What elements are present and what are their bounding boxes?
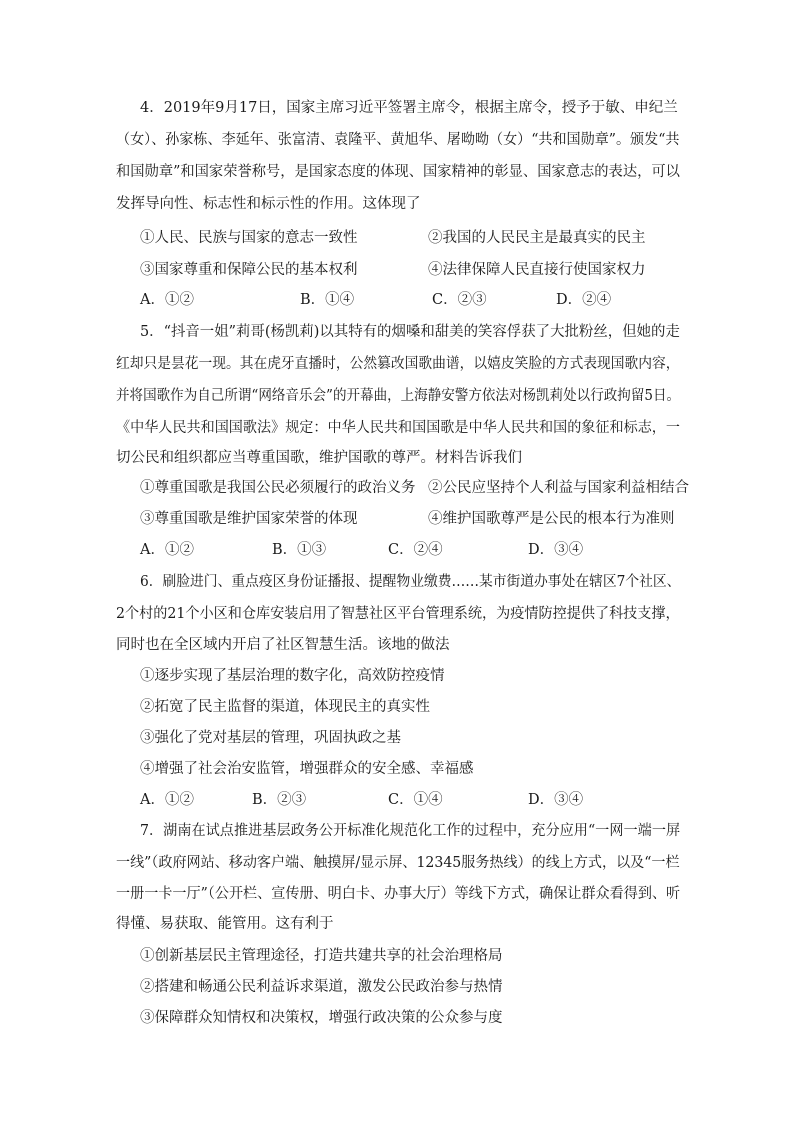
q4-stem-line-4: 发挥导向性、标志性和标示性的作用。这体现了 — [116, 196, 421, 212]
q6-statement-1: ①逐步实现了基层治理的数字化，高效防控疫情 — [140, 668, 445, 684]
q6-stem-line-1: 6．刷脸进门、重点疫区身份证播报、提醒物业缴费……某市街道办事处在辖区7个社区、 — [140, 574, 681, 590]
q4-stem-line-2: （女）、孙家栋、李延年、张富清、袁隆平、黄旭华、屠呦呦（女）“共和国勋章”。颁发“共 — [116, 132, 680, 148]
q7-stem-line-3: 一册一卡一厅”（公开栏、宣传册、明白卡、办事大厅）等线下方式，确保让群众看得到、听 — [116, 886, 681, 902]
q4-stem-line-1: 4．2019年9月17日，国家主席习近平签署主席令，根据主席令，授予于敏、申纪兰 — [140, 100, 678, 116]
q7-stem-line-1: 7．湖南在试点推进基层政务公开标准化规范化工作的过程中，充分应用“一网一端一屏 — [140, 823, 681, 839]
q4-statement-4: ④法律保障人民直接行使国家权力 — [428, 262, 646, 278]
q4-option-d: D．②④ — [556, 292, 612, 308]
q5-statement-2: ②公民应坚持个人利益与国家利益相结合 — [428, 480, 689, 496]
q6-statement-4: ④增强了社会治安监管，增强群众的安全感、幸福感 — [140, 761, 474, 777]
q6-stem-line-2: 2个村的21个小区和仓库安装启用了智慧社区平台管理系统，为疫情防控提供了科技支撑， — [116, 606, 680, 622]
q6-statement-3: ③强化了党对基层的管理，巩固执政之基 — [140, 730, 401, 746]
q6-option-d: D．③④ — [528, 792, 584, 808]
q6-option-a: A．①② — [140, 792, 194, 808]
q4-statement-2: ②我国的人民民主是最真实的民主 — [428, 230, 646, 246]
q6-statement-2: ②拓宽了民主监督的渠道，体现民主的真实性 — [140, 699, 430, 715]
q7-stem-line-2: 一线”（政府网站、移动客户端、触摸屏/显示屏、12345服务热线）的线上方式，以及“一栏 — [116, 855, 680, 871]
q7-stem-line-4: 得懂、易获取、能管用。这有利于 — [116, 916, 334, 932]
q5-stem-line-2: 红却只是昙花一现。其在虎牙直播时，公然篡改国歌曲谱，以嬉皮笑脸的方式表现国歌内容， — [116, 356, 680, 372]
q5-option-c: C．②④ — [388, 542, 443, 558]
q5-option-a: A．①② — [140, 542, 194, 558]
q5-option-d: D．③④ — [528, 542, 584, 558]
q4-option-b: B．①④ — [300, 292, 355, 308]
q6-option-b: B．②③ — [252, 792, 307, 808]
q7-statement-3: ③保障群众知情权和决策权，增强行政决策的公众参与度 — [140, 1010, 503, 1026]
q5-option-b: B．①③ — [272, 542, 327, 558]
q5-statement-4: ④维护国歌尊严是公民的根本行为准则 — [428, 511, 675, 527]
q4-option-a: A．①② — [140, 292, 194, 308]
q6-option-c: C．①④ — [388, 792, 443, 808]
q4-statement-3: ③国家尊重和保障公民的基本权利 — [140, 262, 358, 278]
q6-stem-line-3: 同时也在全区域内开启了社区智慧生活。该地的做法 — [116, 637, 450, 653]
q5-statement-3: ③尊重国歌是维护国家荣誉的体现 — [140, 511, 358, 527]
q5-statement-1: ①尊重国歌是我国公民必须履行的政治义务 — [140, 480, 416, 496]
q5-stem-line-3: 并将国歌作为自己所谓“网络音乐会”的开幕曲，上海静安警方依法对杨凯莉处以行政拘留5日。 — [116, 388, 681, 404]
q4-statement-1: ①人民、民族与国家的意志一致性 — [140, 230, 358, 246]
q4-stem-line-3: 和国勋章”和国家荣誉称号，是国家态度的体现、国家精神的彰显、国家意志的表达，可以 — [116, 164, 680, 180]
q5-stem-line-4: 《中华人民共和国国歌法》规定：中华人民共和国国歌是中华人民共和国的象征和标志，一 — [116, 420, 680, 436]
q5-stem-line-1: 5．“抖音一姐”莉哥(杨凯莉)以其特有的烟嗓和甜美的笑容俘获了大批粉丝，但她的走 — [140, 324, 680, 340]
q7-statement-1: ①创新基层民主管理途径，打造共建共享的社会治理格局 — [140, 948, 503, 964]
q7-statement-2: ②搭建和畅通公民利益诉求渠道，激发公民政治参与热情 — [140, 979, 503, 995]
q5-stem-line-5: 切公民和组织都应当尊重国歌，维护国歌的尊严。材料告诉我们 — [116, 450, 522, 466]
q4-option-c: C．②③ — [432, 292, 487, 308]
